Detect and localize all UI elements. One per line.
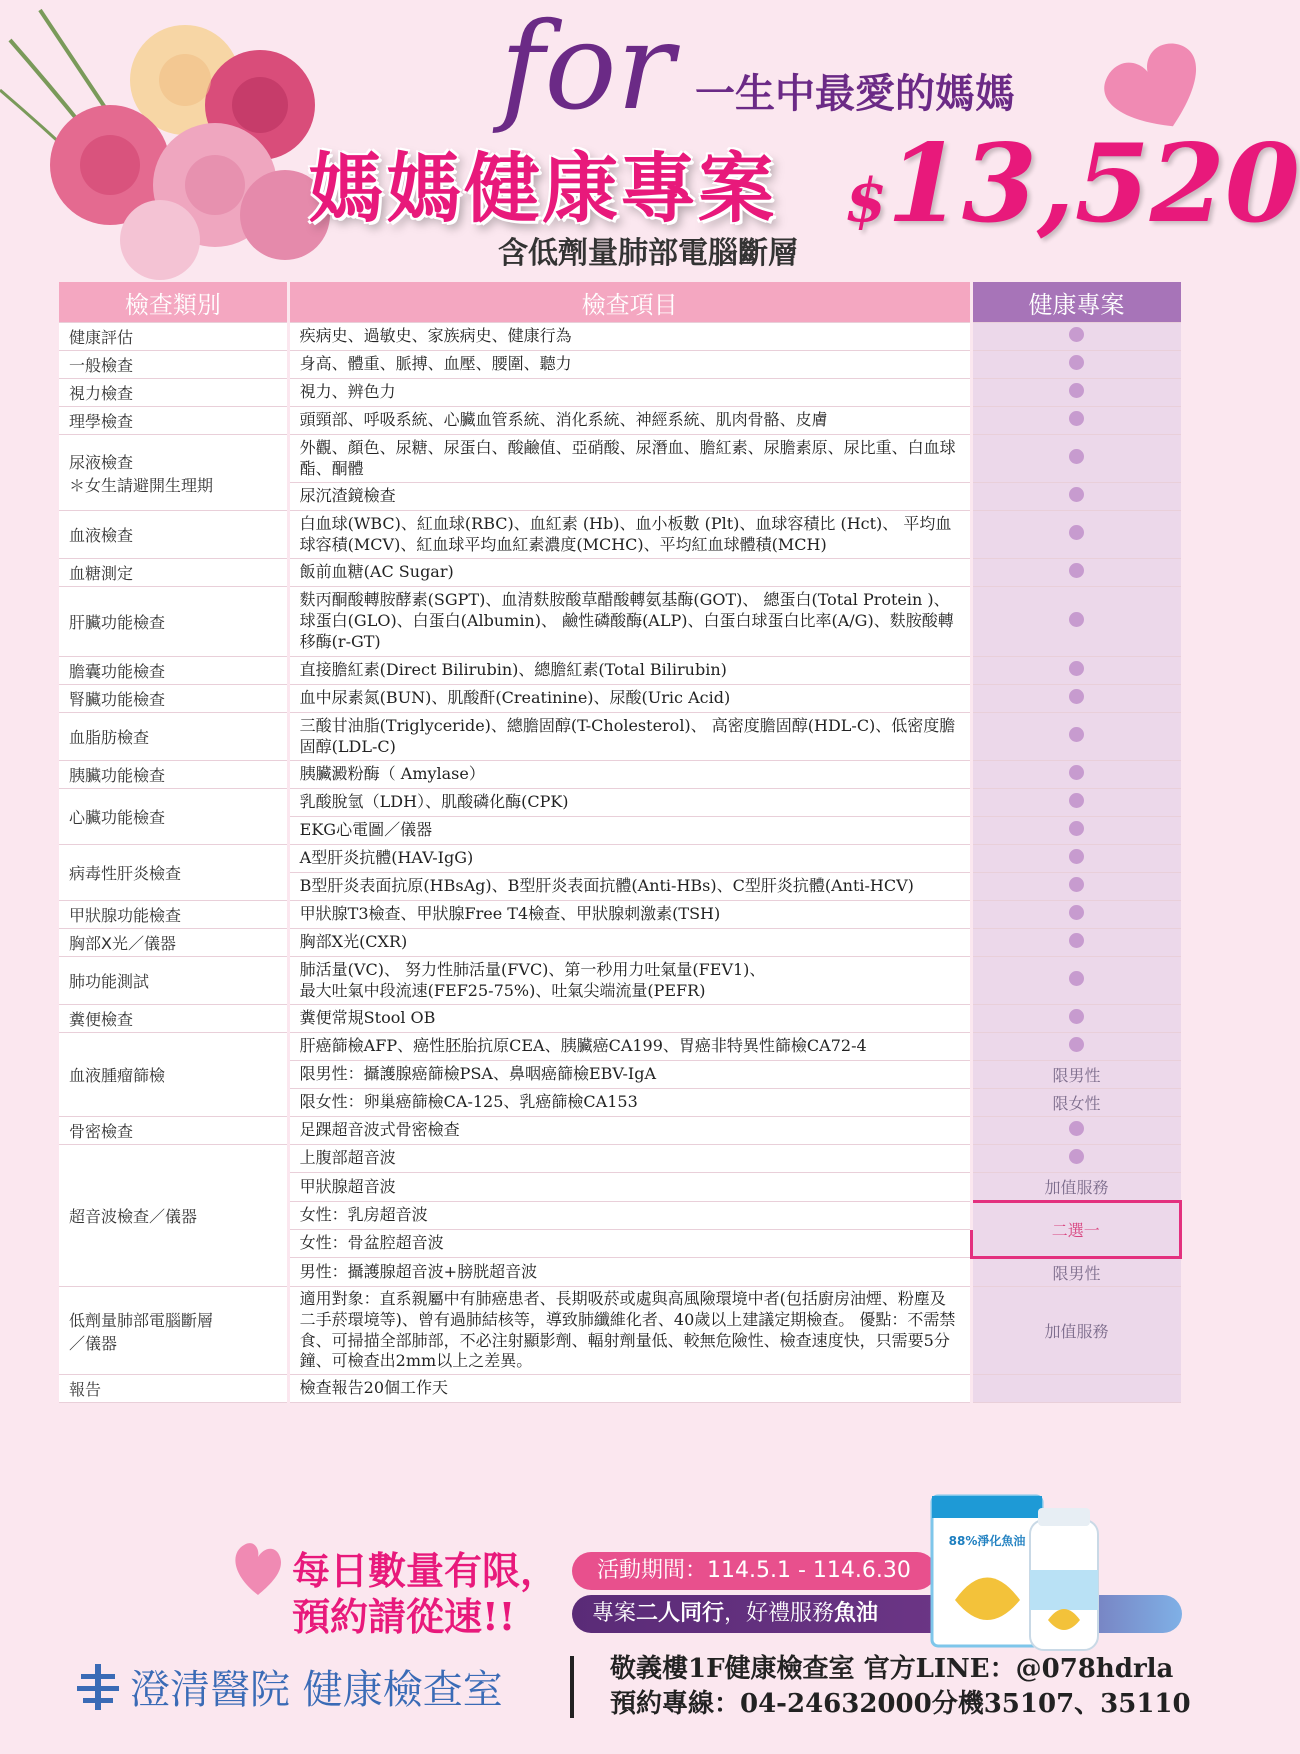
table-row: [59, 845, 1181, 873]
table-row: [59, 1033, 1181, 1061]
included-dot-icon: [1069, 1009, 1084, 1024]
product-label: 88%淨化魚油: [948, 1534, 1026, 1548]
table-row: [59, 435, 1181, 483]
included-mark: [971, 817, 1180, 845]
row-item: 女性：骨盆腔超音波: [288, 1230, 971, 1258]
row-category: 骨密檢查: [59, 1117, 288, 1145]
included-dot-icon: [1069, 411, 1084, 426]
table-row: [59, 901, 1181, 929]
row-category: 一般檢查: [59, 351, 288, 379]
included-mark: [971, 351, 1180, 379]
limited-line-2: 預約請從速!!: [292, 1593, 516, 1639]
row-item: 限男性：攝護腺癌篩檢PSA、鼻咽癌篩檢EBV-IgA: [288, 1061, 971, 1089]
row-category: 腎臟功能檢查: [59, 685, 288, 713]
plan-note: 二選一: [971, 1202, 1180, 1258]
table-row: [59, 1117, 1181, 1145]
table-row: [59, 957, 1181, 1005]
row-category: 血液檢查: [59, 511, 288, 559]
included-dot-icon: [1069, 971, 1084, 986]
included-dot-icon: [1069, 525, 1084, 540]
row-item: 肺活量(VC)、 努力性肺活量(FVC)、第一秒用力吐氣量(FEV1)、 最大吐氣中段流速(FEF25-75%)、吐氣尖端流量(PEFR): [288, 957, 971, 1005]
row-item: 限女性：卵巢癌篩檢CA-125、乳癌篩檢CA153: [288, 1089, 971, 1117]
included-mark: [971, 1033, 1180, 1061]
included-mark: [971, 845, 1180, 873]
included-dot-icon: [1069, 355, 1084, 370]
included-dot-icon: [1069, 727, 1084, 742]
row-category: 報告: [59, 1375, 288, 1403]
included-dot-icon: [1069, 661, 1084, 676]
row-item: A型肝炎抗體(HAV-IgG): [288, 845, 971, 873]
table-row: [59, 323, 1181, 351]
row-item: 身高、體重、脈搏、血壓、腰圍、聽力: [288, 351, 971, 379]
table-row: [59, 657, 1181, 685]
table-row: [59, 1375, 1181, 1403]
row-category: 尿液檢查 ＊女生請避開生理期: [59, 435, 288, 511]
hospital-logo-icon: [77, 1664, 119, 1710]
included-dot-icon: [1069, 765, 1084, 780]
included-dot-icon: [1069, 487, 1084, 502]
included-mark: [971, 559, 1180, 587]
included-dot-icon: [1069, 612, 1084, 627]
row-item: 血中尿素氮(BUN)、肌酸酐(Creatinine)、尿酸(Uric Acid): [288, 685, 971, 713]
row-category: 超音波檢查／儀器: [59, 1145, 288, 1287]
table-row: [59, 407, 1181, 435]
row-category: 胸部X光／儀器: [59, 929, 288, 957]
included-mark: [971, 379, 1180, 407]
row-category: 肝臟功能檢查: [59, 587, 288, 657]
row-item: 甲狀腺超音波: [288, 1173, 971, 1202]
row-item: 肝癌篩檢AFP、癌性胚胎抗原CEA、胰臟癌CA199、胃癌非特異性篩檢CA72-4: [288, 1033, 971, 1061]
carnation-flowers-image: [0, 0, 320, 300]
duo-mid: ，好禮服務: [724, 1601, 835, 1626]
row-category: 血液腫瘤篩檢: [59, 1033, 288, 1117]
row-item: 尿沉渣鏡檢查: [288, 483, 971, 511]
included-dot-icon: [1069, 877, 1084, 892]
included-mark: [971, 713, 1180, 761]
included-mark: [971, 435, 1180, 483]
row-item: 檢查報告20個工作天: [288, 1375, 971, 1403]
included-dot-icon: [1069, 689, 1084, 704]
included-dot-icon: [1069, 933, 1084, 948]
included-dot-icon: [1069, 1037, 1084, 1052]
price-currency: $: [845, 166, 887, 236]
included-mark: [971, 511, 1180, 559]
included-dot-icon: [1069, 563, 1084, 578]
row-item: 三酸甘油脂(Triglyceride)、總膽固醇(T-Cholesterol)、 高密度膽固醇(HDL-C)、低密度膽固醇(LDL-C): [288, 713, 971, 761]
included-mark: [971, 685, 1180, 713]
small-heart-icon: [230, 1535, 285, 1600]
includes-note: 含低劑量肺部電腦斷層: [498, 236, 798, 271]
column-header-item: 檢查項目: [288, 282, 971, 323]
row-category: 血糖測定: [59, 559, 288, 587]
included-mark: [971, 761, 1180, 789]
included-mark: [971, 407, 1180, 435]
row-category: 糞便檢查: [59, 1005, 288, 1033]
included-mark: [971, 1005, 1180, 1033]
duo-gift: 魚油: [834, 1601, 879, 1626]
included-mark: [971, 929, 1180, 957]
row-item: B型肝炎表面抗原(HBsAg)、B型肝炎表面抗體(Anti-HBs)、C型肝炎抗體(Anti-HCV): [288, 873, 971, 901]
phone-line: 預約專線：04-24632000分機35107、35110: [610, 1689, 1191, 1720]
row-category: 心臟功能檢查: [59, 789, 288, 845]
row-item: 甲狀腺T3檢查、甲狀腺Free T4檢查、甲狀腺刺激素(TSH): [288, 901, 971, 929]
included-dot-icon: [1069, 383, 1084, 398]
plan-note: 限女性: [971, 1089, 1180, 1117]
price-amount: 13,520: [886, 121, 1300, 247]
contact-info: [610, 1652, 1191, 1722]
row-item: 上腹部超音波: [288, 1145, 971, 1173]
row-category: 視力檢查: [59, 379, 288, 407]
table-row: [59, 379, 1181, 407]
table-row: [59, 559, 1181, 587]
script-for-word: for: [500, 0, 675, 137]
table-row: [59, 511, 1181, 559]
table-row: [59, 685, 1181, 713]
included-dot-icon: [1069, 793, 1084, 808]
table-row: [59, 713, 1181, 761]
row-item: 適用對象：直系親屬中有肺癌患者、長期吸菸或處與高風險環境中者(包括廚房油煙、粉塵及二手菸環境等)、曾有過肺結核等，導致肺纖維化者、40歲以上建議定期檢查。 優點：不需禁食、可掃描全部肺部，不必注射顯影劑、輻射劑量低、較無危險性、檢查速度快，只需要5分鐘、可檢查出2mm以上之差異。: [288, 1287, 971, 1375]
plan-note: 限男性: [971, 1258, 1180, 1287]
included-dot-icon: [1069, 1149, 1084, 1164]
plan-note: 加值服務: [971, 1173, 1180, 1202]
column-header-plan: 健康專案: [971, 282, 1180, 323]
included-mark: [971, 1145, 1180, 1173]
plan-note: 限男性: [971, 1061, 1180, 1089]
row-category: 理學檢查: [59, 407, 288, 435]
table-row: [59, 1145, 1181, 1173]
included-dot-icon: [1069, 821, 1084, 836]
row-category: 肺功能測試: [59, 957, 288, 1005]
table-row: [59, 761, 1181, 789]
campaign-period-badge: 活動期間：114.5.1 - 114.6.30: [572, 1552, 936, 1590]
limited-line-1: 每日數量有限，: [292, 1548, 559, 1593]
row-item: 女性：乳房超音波: [288, 1202, 971, 1230]
included-dot-icon: [1069, 1121, 1084, 1136]
row-item: 男性：攝護腺超音波+膀胱超音波: [288, 1258, 971, 1287]
included-dot-icon: [1069, 905, 1084, 920]
included-dot-icon: [1069, 327, 1084, 342]
checkup-table: [59, 282, 1182, 1403]
table-row: [59, 789, 1181, 817]
row-item: 糞便常規Stool OB: [288, 1005, 971, 1033]
row-item: 足踝超音波式骨密檢查: [288, 1117, 971, 1145]
table-body: [59, 323, 1181, 1403]
table-row: [59, 1005, 1181, 1033]
row-category: 甲狀腺功能檢查: [59, 901, 288, 929]
duo-prefix: 專案: [592, 1601, 637, 1626]
row-item: 視力、辨色力: [288, 379, 971, 407]
price: [845, 121, 1300, 247]
row-item: 麩丙酮酸轉胺酵素(SGPT)、血清麩胺酸草醋酸轉氨基酶(GOT)、 總蛋白(Total Protein )、球蛋白(GLO)、白蛋白(Albumin)、 鹼性磷酸酶(ALP)、白蛋白球蛋白比率(A/G)、麩胺酸轉移酶(r-GT): [288, 587, 971, 657]
fish-oil-product-image: [930, 1490, 1100, 1655]
row-item: 胸部X光(CXR): [288, 929, 971, 957]
row-item: EKG心電圖／儀器: [288, 817, 971, 845]
row-item: 胰臟澱粉酶（ Amylase）: [288, 761, 971, 789]
row-item: 飯前血糖(AC Sugar): [288, 559, 971, 587]
column-header-category: 檢查類別: [59, 282, 288, 323]
footer-divider: [570, 1656, 574, 1718]
duo-bold: 二人同行: [636, 1601, 725, 1626]
included-dot-icon: [1069, 449, 1084, 464]
row-category: 病毒性肝炎檢查: [59, 845, 288, 901]
table-row: [59, 587, 1181, 657]
page-title: 媽媽健康專案: [308, 144, 776, 233]
included-mark: [971, 789, 1180, 817]
included-mark: [971, 1117, 1180, 1145]
hospital-name: 澄清醫院 健康檢查室: [130, 1667, 503, 1713]
row-category: 低劑量肺部電腦斷層 ／儀器: [59, 1287, 288, 1375]
row-item: 頭頸部、呼吸系統、心臟血管系統、消化系統、神經系統、肌肉骨骼、皮膚: [288, 407, 971, 435]
row-item: 外觀、顏色、尿糖、尿蛋白、酸鹼值、亞硝酸、尿潛血、膽紅素、尿膽素原、尿比重、白血球酯、酮體: [288, 435, 971, 483]
included-mark: [971, 587, 1180, 657]
table-row: [59, 351, 1181, 379]
location-line: 敬義樓1F健康檢查室 官方LINE：@078hdrla: [610, 1654, 1174, 1684]
row-item: 乳酸脫氫（LDH）、肌酸磷化酶(CPK): [288, 789, 971, 817]
plan-note: 加值服務: [971, 1287, 1180, 1375]
table-row: [59, 929, 1181, 957]
row-category: 血脂肪檢查: [59, 713, 288, 761]
row-item: 疾病史、過敏史、家族病史、健康行為: [288, 323, 971, 351]
included-dot-icon: [1069, 849, 1084, 864]
page-subtitle: 一生中最愛的媽媽: [695, 71, 1015, 117]
table-row: [59, 1287, 1181, 1375]
row-item: 白血球(WBC)、紅血球(RBC)、血紅素 (Hb)、血小板數 (Plt)、血球容積比 (Hct)、 平均血球容積(MCV)、紅血球平均血紅素濃度(MCHC)、平均紅血球體積(MCH): [288, 511, 971, 559]
included-mark: [971, 901, 1180, 929]
included-mark: [971, 657, 1180, 685]
row-category: 膽囊功能檢查: [59, 657, 288, 685]
row-item: 直接膽紅素(Direct Bilirubin)、總膽紅素(Total Bilirubin): [288, 657, 971, 685]
included-mark: [971, 957, 1180, 1005]
included-mark: [971, 323, 1180, 351]
plan-note: [971, 1375, 1180, 1403]
row-category: 胰臟功能檢查: [59, 761, 288, 789]
included-mark: [971, 483, 1180, 511]
limited-notice: [292, 1548, 558, 1639]
table-header-row: [59, 282, 1181, 323]
row-category: 健康評估: [59, 323, 288, 351]
included-mark: [971, 873, 1180, 901]
